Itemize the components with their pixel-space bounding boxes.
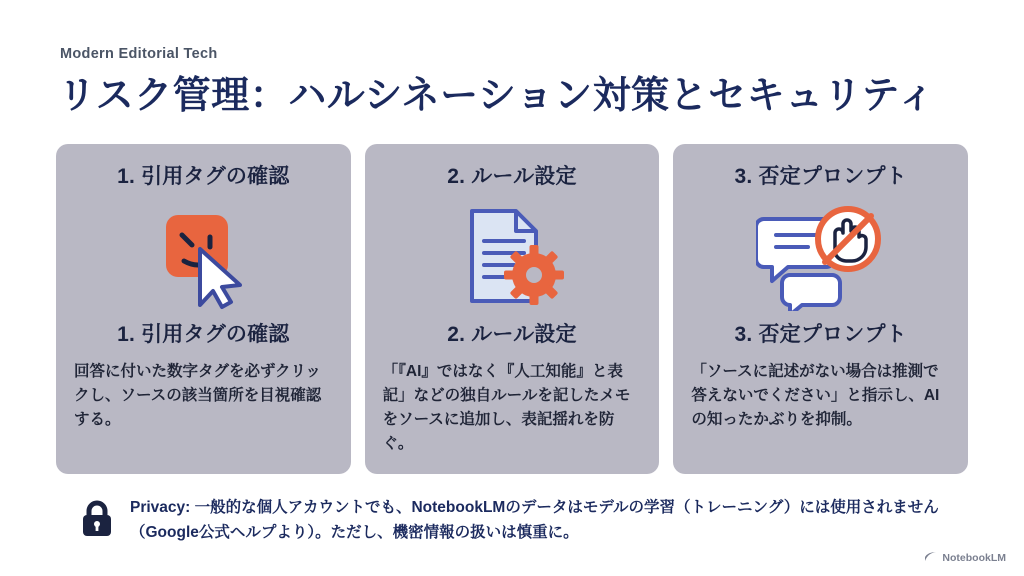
card-body: 「『AI』ではなく『人工知能』と表記」などの独自ルールを記したメモをソースに追加し、表記揺れを防ぐ。 (382, 362, 631, 452)
privacy-footer-text: Privacy: 一般的な個人アカウントでも、NotebookLMのデータはモデルの学習（トレーニング）には使用されません（Google公式ヘルプより）。ただし、機密情報の扱いは慎重に。 (130, 498, 939, 541)
card-subheading: 3. 否定プロンプト (734, 322, 907, 346)
card-heading: 3. 否定プロンプト (734, 164, 907, 188)
notebooklm-brand (924, 550, 1006, 566)
card-subheading: 2. ルール設定 (447, 322, 577, 346)
privacy-footer (56, 496, 968, 546)
notebooklm-logo-icon (924, 550, 937, 566)
card-list (56, 144, 968, 474)
chat-stop-hand-icon (756, 196, 886, 316)
card-body: 「ソースに記述がない場合は推測で答えないでください」と指示し、AIの知ったかぶりを抑制。 (691, 362, 940, 428)
cursor-click-icon (148, 196, 258, 316)
brand-label: NotebookLM (942, 552, 1006, 564)
card-body: 回答に付いた数字タグを必ずクリックし、ソースの該当箇所を目視確認する。 (74, 362, 322, 428)
card-heading: 1. 引用タグの確認 (117, 164, 290, 188)
card-item (673, 144, 968, 474)
card-subheading: 1. 引用タグの確認 (117, 322, 290, 346)
lock-icon (80, 498, 114, 543)
slide-eyebrow: Modern Editorial Tech (60, 46, 218, 62)
card-item (56, 144, 351, 474)
page-title: リスク管理：ハルシネーション対策とセキュリティ (58, 75, 936, 117)
card-heading: 2. ルール設定 (447, 164, 577, 188)
document-gear-icon (452, 196, 572, 316)
card-item (365, 144, 660, 474)
